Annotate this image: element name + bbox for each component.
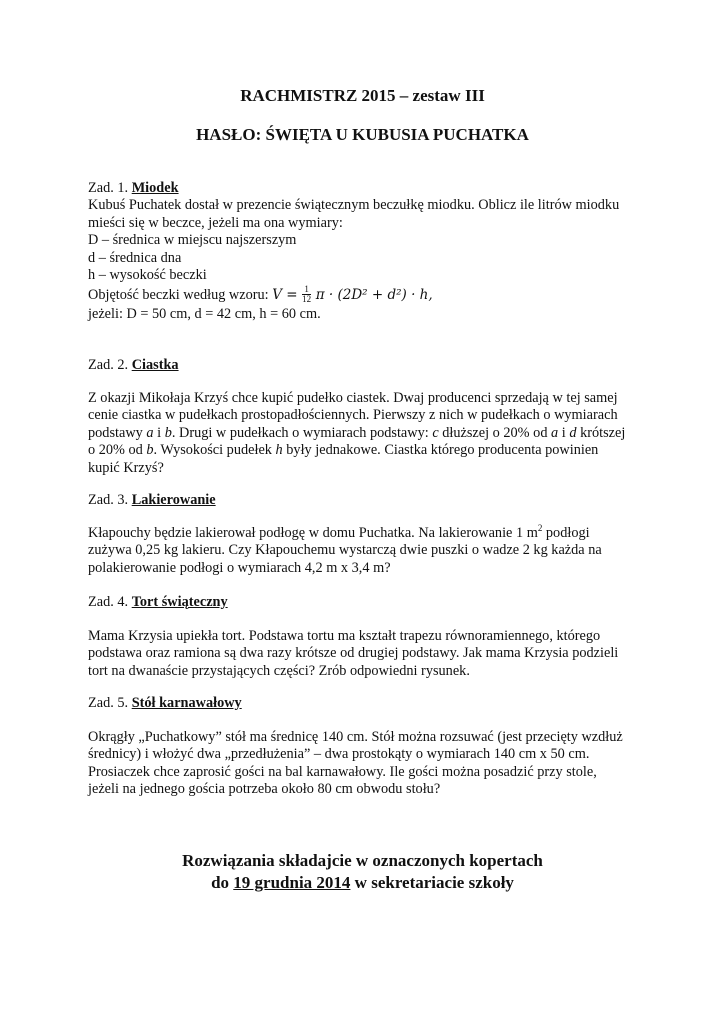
task-3-text: zużywa 0,25 kg lakieru. Czy Kłapouchemu wystarczą dwie puszki o wadze 2 kg każda na bbox=[88, 542, 602, 559]
task-5-heading bbox=[88, 695, 640, 712]
task-3 bbox=[88, 492, 640, 509]
task-3-text: Kłapouchy będzie lakierował podłogę w domu Puchatka. Na lakierowanie 1 $m^2$ podłogi bbox=[88, 523, 590, 541]
task-1-values: jeżeli: D = 50 cm, d = 42 cm, h = 60 cm. bbox=[88, 306, 321, 323]
deadline-date: 19 grudnia 2014 bbox=[233, 873, 351, 892]
task-5-text: Prosiaczek chce zaprosić gości na bal karnawałowy. Ile gości można posadzić przy stole, bbox=[88, 763, 597, 780]
footer-suffix: w sekretariacie szkoły bbox=[354, 873, 514, 892]
task-1-formula-line bbox=[88, 284, 640, 306]
formula-lhs: V = bbox=[272, 287, 298, 304]
footer-prefix: do bbox=[211, 873, 230, 892]
task-5-title: Stół karnawałowy bbox=[131, 695, 242, 711]
task-1-title: Miodek bbox=[131, 180, 179, 196]
task-2-text: kupić Krzyś? bbox=[88, 459, 164, 476]
task-3-body bbox=[88, 525, 640, 577]
task-1-number: Zad. 1. bbox=[88, 180, 129, 196]
task-4-body bbox=[88, 628, 640, 680]
task-3-text: polakierowanie podłogi o wymiarach 4,2 m x 3,4 m? bbox=[88, 559, 391, 576]
task-1-text: mieści się w beczce, jeżeli ma ona wymiary: bbox=[88, 214, 343, 231]
task-2-text: Z okazji Mikołaja Krzyś chce kupić pudełko ciastek. Dwaj producenci sprzedają w tej samej bbox=[88, 390, 618, 406]
task-4-heading bbox=[88, 594, 640, 611]
task-1-heading bbox=[88, 180, 640, 197]
task-4-number: Zad. 4. bbox=[88, 594, 129, 610]
task-5-text: średnicy) i włożyć dwa „przedłużenia” – dwa prostokąty o wymiarach 140 cm x 50 cm. bbox=[88, 746, 590, 763]
task-2-body bbox=[88, 390, 640, 477]
page-title: RACHMISTRZ 2015 – zestaw III bbox=[240, 86, 485, 105]
task-4-text: podstawa oraz ramiona są dwa razy krótsze od drugiej podstawy. Jak mama Krzysia podzieli bbox=[88, 645, 619, 662]
task-2-text: o 20% od b. Wysokości pudełek h były jednakowe. Ciastka którego producenta powinien bbox=[88, 442, 599, 459]
fraction-numerator: 1 bbox=[302, 285, 311, 295]
task-4 bbox=[88, 594, 640, 611]
formula-rhs: π · (2D² + d²) · h, bbox=[315, 287, 433, 304]
page-subtitle: HASŁO: ŚWIĘTA U KUBUSIA PUCHATKA bbox=[196, 125, 529, 144]
task-1 bbox=[88, 180, 640, 324]
task-5 bbox=[88, 695, 640, 712]
task-1-text: Kubuś Puchatek dostał w prezencie świątecznym beczułkę miodku. Oblicz ile litrów miodku bbox=[88, 197, 620, 214]
footer-line-2 bbox=[0, 872, 725, 894]
task-1-definition-d: d – średnica dna bbox=[88, 249, 182, 266]
task-1-definition-h: h – wysokość beczki bbox=[88, 267, 207, 284]
fraction-denominator: 12 bbox=[302, 293, 312, 304]
task-5-number: Zad. 5. bbox=[88, 695, 129, 711]
task-3-heading bbox=[88, 492, 640, 509]
task-4-text: Mama Krzysia upiekła tort. Podstawa tortu ma kształt trapezu równoramiennego, którego bbox=[88, 628, 601, 644]
task-4-title: Tort świąteczny bbox=[131, 594, 228, 610]
task-1-definition-D: D – średnica w miejscu najszerszym bbox=[88, 232, 297, 249]
task-2-heading bbox=[88, 357, 640, 374]
task-2-title: Ciastka bbox=[131, 357, 179, 373]
task-3-title: Lakierowanie bbox=[131, 492, 216, 508]
task-2-text: podstawy a i b. Drugi w pudełkach o wymiarach podstawy: c dłuższej o 20% od a i d krótszej bbox=[88, 424, 626, 441]
formula-intro: Objętość beczki według wzoru: bbox=[88, 287, 269, 304]
task-4-text: tort na dwanaście przystających części? Zrób odpowiedni rysunek. bbox=[88, 662, 470, 679]
task-3-number: Zad. 3. bbox=[88, 492, 129, 508]
task-5-text: Okrągły „Puchatkowy” stół ma średnicę 140 cm. Stół można rozsuwać (jest przecięty wzdłuż bbox=[88, 729, 623, 745]
task-5-body bbox=[88, 729, 640, 799]
task-5-text: jeżeli na jednego gościa potrzeba około 80 cm obwodu stołu? bbox=[88, 781, 441, 798]
task-2-text: cenie ciastka w pudełkach prostopadłościennych. Pierwszy z nich w pudełkach o wymiarach bbox=[88, 407, 618, 424]
formula-fraction bbox=[302, 285, 311, 304]
footer-line-1: Rozwiązania składajcie w oznaczonych kopertach bbox=[182, 851, 543, 870]
task-2 bbox=[88, 357, 640, 374]
task-2-number: Zad. 2. bbox=[88, 357, 129, 373]
